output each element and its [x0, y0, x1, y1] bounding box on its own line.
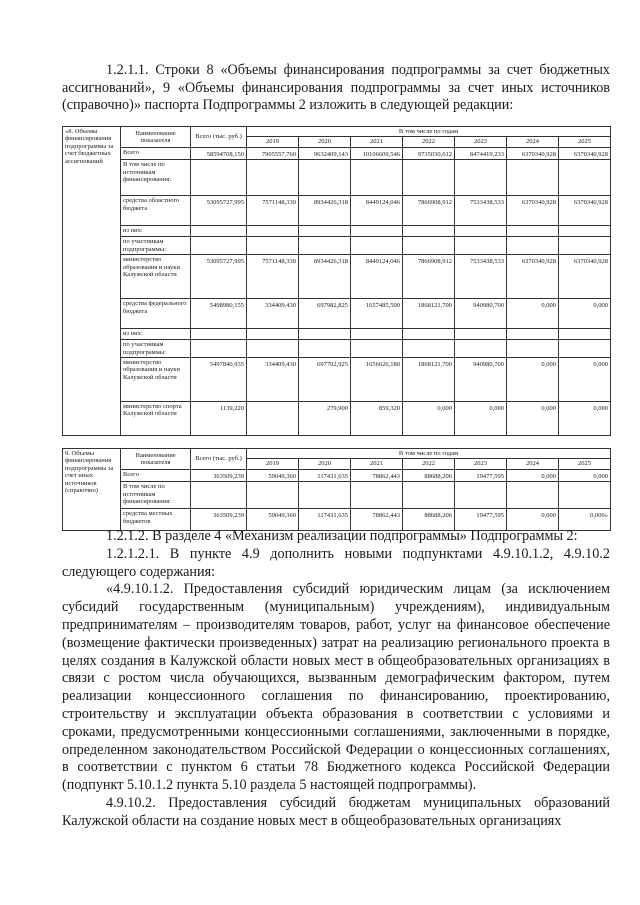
year-value: 10106609,546 [351, 147, 403, 159]
year-value [455, 482, 507, 509]
section-label: «8. Объемы финансирования подпрограммы за счет бюджетных ассигнований [63, 127, 121, 436]
year-value: 8934426,318 [299, 255, 351, 299]
year-value: 0,000 [455, 402, 507, 436]
year-value [455, 329, 507, 340]
year-value: 6370340,928 [507, 196, 559, 226]
year-value: 859,320 [351, 402, 403, 436]
table-header-row [63, 449, 611, 459]
year-header: 2019 [247, 137, 299, 147]
table-row [63, 196, 611, 226]
year-value [299, 340, 351, 358]
year-value: 9632409,143 [299, 147, 351, 159]
year-header: 2025 [559, 137, 611, 147]
row-total-value: 53095727,995 [191, 255, 247, 299]
row-label: Всего [121, 469, 191, 481]
row-total-value [191, 160, 247, 196]
year-value [559, 329, 611, 340]
table-row [63, 340, 611, 358]
year-value: 7866908,912 [403, 255, 455, 299]
row-label: средства местных бюджетов [121, 509, 191, 531]
column-header-by-year: В том числе по годам [247, 449, 611, 459]
year-value: 8474419,233 [455, 147, 507, 159]
year-value: 19477,595 [455, 509, 507, 531]
year-header: 2023 [455, 459, 507, 469]
row-total-value [191, 329, 247, 340]
row-label: по участникам подпрограммы: [121, 340, 191, 358]
year-value: 59049,360 [247, 469, 299, 481]
year-value: 0,000 [507, 402, 559, 436]
year-value [507, 329, 559, 340]
year-value [403, 340, 455, 358]
year-value [351, 226, 403, 237]
year-value [559, 160, 611, 196]
row-label: министерство образования и науки Калужской области [121, 358, 191, 402]
body-paragraph-1: 1.2.1.2. В разделе 4 «Механизм реализации подпрограммы» Подпрограммы 2: [106, 528, 578, 544]
table-row [63, 299, 611, 329]
year-value: 6370340,928 [559, 255, 611, 299]
year-value [507, 340, 559, 358]
year-value: 88688,206 [403, 469, 455, 481]
row-label: средства федерального бюджета [121, 299, 191, 329]
year-value: 0,000 [403, 402, 455, 436]
year-value: 8449124,046 [351, 196, 403, 226]
intro-paragraph [62, 62, 610, 115]
year-value: 117431,635 [299, 469, 351, 481]
year-header: 2022 [403, 459, 455, 469]
financing-table-budget [62, 126, 611, 436]
year-value: 6370340,928 [559, 196, 611, 226]
row-label: Всего [121, 147, 191, 159]
row-total-value: 5498980,155 [191, 299, 247, 329]
row-label: из них: [121, 226, 191, 237]
year-value [507, 226, 559, 237]
year-value [351, 160, 403, 196]
year-value: 7866908,912 [403, 196, 455, 226]
year-value [403, 482, 455, 509]
column-header-total: Всего (тыс. руб.) [191, 449, 247, 470]
year-value: 6370340,928 [507, 147, 559, 159]
year-value [403, 226, 455, 237]
year-value [403, 329, 455, 340]
year-value: 697702,925 [299, 358, 351, 402]
year-value [299, 329, 351, 340]
body-section [62, 528, 610, 831]
row-total-value [191, 226, 247, 237]
year-value [247, 340, 299, 358]
row-total-value [191, 237, 247, 255]
year-value: 0,000 [507, 299, 559, 329]
year-value: 1656626,180 [351, 358, 403, 402]
year-value: 1868121,700 [403, 299, 455, 329]
year-header: 2021 [351, 137, 403, 147]
year-header: 2020 [299, 137, 351, 147]
year-value [403, 237, 455, 255]
year-value [455, 340, 507, 358]
year-value: 334409,430 [247, 358, 299, 402]
year-value [507, 482, 559, 509]
year-value: 59049,360 [247, 509, 299, 531]
year-value [351, 329, 403, 340]
body-paragraph-4: 4.9.10.2. Предоставления субсидий бюджетам муниципальных образований Калужской области на создание новых мест в общеобразовательных организациях [62, 794, 610, 829]
row-total-value: 5497840,935 [191, 358, 247, 402]
year-value [507, 160, 559, 196]
table-row [63, 255, 611, 299]
year-value [507, 237, 559, 255]
year-value: 7905557,760 [247, 147, 299, 159]
year-value: 0,000 [559, 402, 611, 436]
year-value [247, 237, 299, 255]
row-total-value [191, 482, 247, 509]
year-value [559, 340, 611, 358]
year-value: 1657485,500 [351, 299, 403, 329]
column-header-name: Наименование показателя [121, 127, 191, 148]
row-total-value: 53095727,995 [191, 196, 247, 226]
year-value: 0,000 [559, 469, 611, 481]
year-header: 2024 [507, 137, 559, 147]
year-value: 6370340,928 [507, 255, 559, 299]
year-value [403, 160, 455, 196]
year-header: 2023 [455, 137, 507, 147]
year-value [559, 226, 611, 237]
table-row [63, 482, 611, 509]
year-value: 117431,635 [299, 509, 351, 531]
year-value [455, 160, 507, 196]
year-value: 334409,430 [247, 299, 299, 329]
year-header: 2019 [247, 459, 299, 469]
year-value [299, 237, 351, 255]
table-row [63, 226, 611, 237]
year-value: 1868121,700 [403, 358, 455, 402]
year-header: 2022 [403, 137, 455, 147]
year-value: 78862,443 [351, 509, 403, 531]
year-value [247, 482, 299, 509]
year-value: 78862,443 [351, 469, 403, 481]
year-value: 7533438,533 [455, 255, 507, 299]
year-value [455, 237, 507, 255]
year-value: 0,000 [507, 469, 559, 481]
row-label: министерство спорта Калужской области [121, 402, 191, 436]
row-total-value: 363509,239 [191, 469, 247, 481]
row-total-value: 363509,239 [191, 509, 247, 531]
year-value [247, 402, 299, 436]
row-label: В том числе по источникам финансирования: [121, 160, 191, 196]
intro-text: 1.2.1.1. Строки 8 «Объемы финансирования подпрограммы за счет бюджетных ассигнований», 9 «Объемы финансирования подпрограммы за счет иных источников (справочно)» паспорта Подпрограммы 2 изложить в следующей редакции: [62, 62, 610, 113]
body-paragraph-2: 1.2.1.2.1. В пункте 4.9 дополнить новыми подпунктами 4.9.10.1.2, 4.9.10.2 следующего содержания: [62, 545, 610, 580]
year-value: 0,000 [559, 299, 611, 329]
financing-table-other [62, 448, 611, 531]
year-value [559, 482, 611, 509]
row-total-value: 58594708,150 [191, 147, 247, 159]
year-value: 88688,206 [403, 509, 455, 531]
table-row [63, 469, 611, 481]
year-value: 7533438,533 [455, 196, 507, 226]
row-label: по участникам подпрограммы: [121, 237, 191, 255]
row-label: В том числе по источникам финансирования: [121, 482, 191, 509]
year-value: 940980,700 [455, 358, 507, 402]
row-label: министерство образования и науки Калужской области [121, 255, 191, 299]
table-row [63, 160, 611, 196]
year-value: 0,000» [559, 509, 611, 531]
column-header-name: Наименование показателя [121, 449, 191, 470]
column-header-by-year: В том числе по годам [247, 127, 611, 137]
year-header: 2021 [351, 459, 403, 469]
year-header: 2020 [299, 459, 351, 469]
table-row [63, 237, 611, 255]
row-total-value: 1139,220 [191, 402, 247, 436]
year-header: 2025 [559, 459, 611, 469]
year-value [351, 237, 403, 255]
body-paragraph-3: «4.9.10.1.2. Предоставления субсидий юридическим лицам (за исключением субсидий государственным (муниципальным) учреждениям), индивидуальным предпринимателям – производителям товаров, работ, услуг на финансовое обеспечение (возмещение фактически произведенных) затрат на реализацию регионального проекта в целях создания в Калужской области новых мест в общеобразовательных организациях в связи с ростом числа обучающихся, вызванным демографическим фактором, путем реализации концессионного соглашения по финансированию, проектированию, строительству и эксплуатации объекта образования в соответствии с условиями и сроками, предусмотренными концессионными соглашениями, заключенными в порядке, определенном законодательством Российской Федерации о концессионных соглашениях, в соответствии с пунктом 6 статьи 78 Бюджетного кодекса Российской Федерации (подпункт 5.10.1.2 пункта 5.10 раздела 5 настоящей подпрограммы). [62, 581, 610, 794]
year-value [247, 160, 299, 196]
year-value: 19477,595 [455, 469, 507, 481]
year-value: 6370340,928 [559, 147, 611, 159]
year-value: 8934426,318 [299, 196, 351, 226]
table-row [63, 147, 611, 159]
year-header: 2024 [507, 459, 559, 469]
year-value: 7571148,330 [247, 196, 299, 226]
year-value: 0,000 [507, 358, 559, 402]
table-row [63, 329, 611, 340]
year-value [247, 226, 299, 237]
row-total-value [191, 340, 247, 358]
year-value: 7571148,330 [247, 255, 299, 299]
column-header-total: Всего (тыс. руб.) [191, 127, 247, 148]
year-value: 697982,825 [299, 299, 351, 329]
year-value [351, 482, 403, 509]
year-value [351, 340, 403, 358]
year-value [455, 226, 507, 237]
year-value [299, 482, 351, 509]
year-value [299, 160, 351, 196]
year-value: 940980,700 [455, 299, 507, 329]
year-value: 0,000 [559, 358, 611, 402]
row-label: средства областного бюджета [121, 196, 191, 226]
year-value [559, 237, 611, 255]
table-row [63, 402, 611, 436]
row-label: из них: [121, 329, 191, 340]
year-value: 9735030,612 [403, 147, 455, 159]
year-value: 8449124,046 [351, 255, 403, 299]
year-value: 279,900 [299, 402, 351, 436]
year-value [299, 226, 351, 237]
year-value [247, 329, 299, 340]
table-header-row [63, 127, 611, 137]
year-value: 0,000 [507, 509, 559, 531]
section-label: 9. Объемы финансирования подпрограммы за счет иных источников (справочно) [63, 449, 121, 531]
table-row [63, 358, 611, 402]
